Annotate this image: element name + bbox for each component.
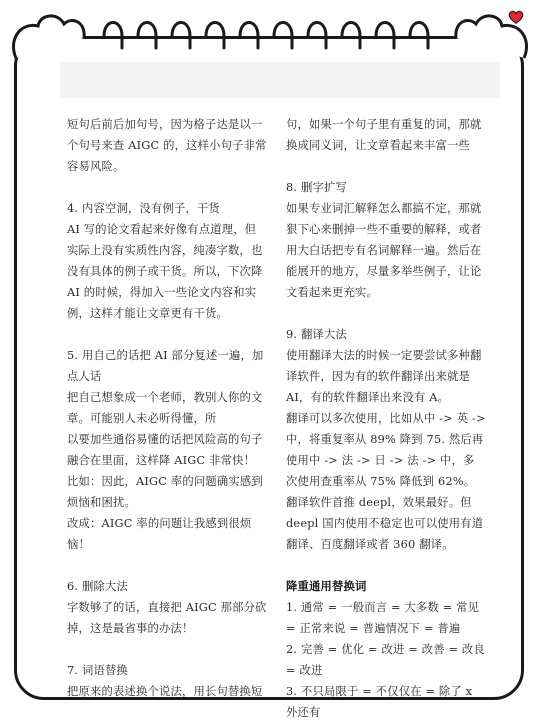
header-banner	[60, 62, 500, 98]
paragraph: 把自己想象成一个老师，教别人你的文章。可能别人未必听得懂，所	[67, 391, 263, 425]
section-heading: 8. 删字扩写	[286, 181, 347, 194]
paragraph: 把原来的表述换个说法，用长句替换短	[67, 685, 263, 698]
list-item: 3. 不只局限于 = 不仅仅在 = 除了 x 外还有	[286, 685, 473, 719]
heart-icon	[507, 8, 525, 26]
paragraph: AI 写的论文看起来好像有点道理，但实际上没有实质性内容，纯凑字数，也没有具体的例子或干货。所以，下次降 AI 的时候，得加入一些论文内容和实例，这样才能让文章更有干货。	[67, 223, 263, 320]
paragraph: 如果专业词汇解释怎么都搞不定，那就狠下心来删掉一些不重要的解释，或者用大白话把专有名词解释一遍。然后在能展开的地方，尽量多举些例子，让论文看起来更充实。	[286, 202, 482, 299]
section-heading: 6. 删除大法	[67, 580, 128, 593]
section-heading: 9. 翻译大法	[286, 328, 347, 341]
list-item: 2. 完善 = 优化 = 改进 = 改善 = 改良 = 改进	[286, 643, 485, 677]
paragraph: 字数够了的话，直接把 AIGC 那部分砍掉，这是最省事的办法！	[67, 601, 267, 635]
right-column	[286, 114, 486, 723]
section-heading: 7. 词语替换	[67, 664, 128, 677]
paragraph: 使用翻译大法的时候一定要尝试多种翻译软件，因为有的软件翻译出来就是 AI，有的软件翻译出来没有 A。	[286, 349, 482, 404]
paragraph: 比如：因此，AIGC 率的问题确实感到烦恼和困扰。	[67, 475, 263, 509]
synonyms-heading: 降重通用替换词	[286, 579, 367, 593]
list-item: 1. 通常 = 一般而言 = 大多数 = 常见 = 正常来说 = 普遍情况下 = 普遍	[286, 601, 480, 635]
left-column	[67, 114, 267, 702]
section-heading: 5. 用自己的话把 AI 部分复述一遍，加点人话	[67, 349, 264, 383]
paragraph: 改成：AIGC 率的问题让我感到很烦恼！	[67, 517, 252, 551]
section-heading: 4. 内容空洞，没有例子，干货	[67, 202, 220, 215]
paragraph: 以要加些通俗易懂的话把风险高的句子融合在里面，这样降 AIGC 非常快！	[67, 433, 263, 467]
paragraph: 短句后前后加句号，因为格子达是以一个句号来查 AIGC 的，这样小句子非常容易风险。	[67, 118, 267, 173]
paragraph: 句，如果一个句子里有重复的词，那就换成同义词，让文章看起来丰富一些	[286, 118, 482, 152]
paragraph: 翻译可以多次使用，比如从中 -> 英 -> 中，将重复率从 89% 降到 75. 然后再使用中 -> 法 -> 日 -> 法 -> 中，多次使用查重率从 75% 降低到 62%。翻译软件首推 deepl，效果最好。但 deepl 国内使用不稳定也可以使用有道翻译、百度翻译或者 360 翻译。	[286, 412, 486, 551]
